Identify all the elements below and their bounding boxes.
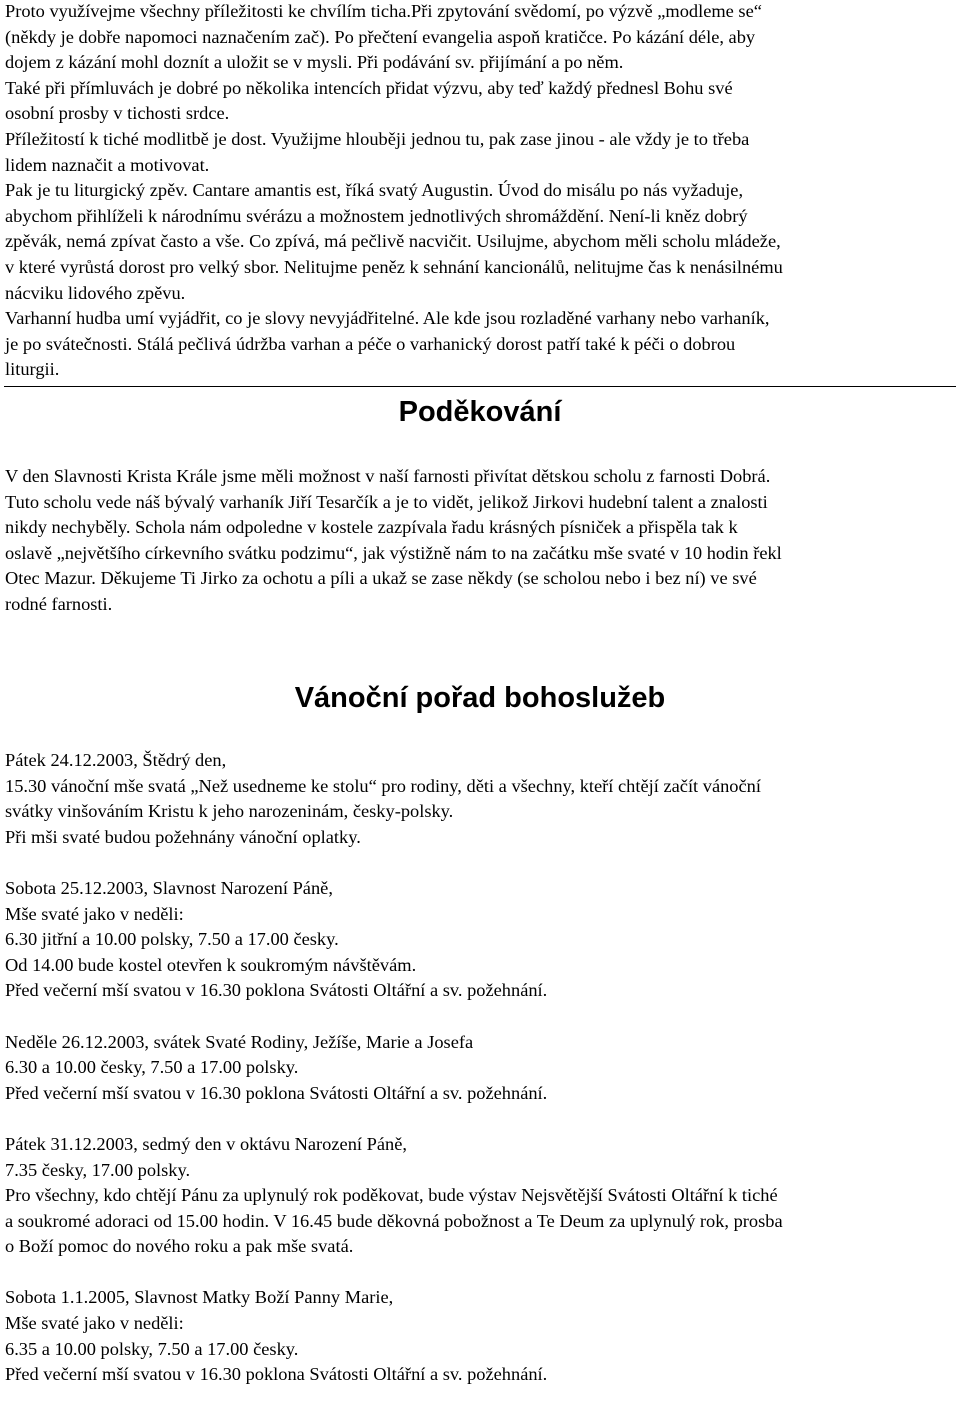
text-line: Od 14.00 bude kostel otevřen k soukromým návštěvám. — [5, 954, 417, 975]
text-line: rodné farnosti. — [5, 593, 113, 614]
text-line: abychom přihlíželi k národnímu svérázu a možnostem jednotlivých shromáždění. Není-li kněz dobrý — [5, 205, 748, 226]
text-line: Pátek 31.12.2003, sedmý den v oktávu Narození Páně, — [5, 1133, 407, 1154]
text-line: osobní prosby v tichosti srdce. — [5, 103, 230, 124]
schedule-day — [5, 1132, 960, 1260]
schedule-heading: Vánoční pořad bohoslužeb — [294, 682, 666, 714]
text-line: o Boží pomoc do nového roku a pak mše svatá. — [5, 1236, 354, 1257]
text-line: liturgii. — [5, 359, 60, 380]
text-line: Sobota 1.1.2005, Slavnost Matky Boží Panny Marie, — [5, 1287, 394, 1308]
text-line: 15.30 vánoční mše svatá „Než usedneme ke stolu“ pro rodiny, děti a všechny, kteří chtějí začít vánoční — [5, 775, 761, 796]
thanks-text — [5, 464, 960, 618]
text-line: Mše svaté jako v neděli: — [5, 1313, 184, 1334]
text-line: a soukromé adoraci od 15.00 hodin. V 16.45 bude děkovná pobožnost a Te Deum za uplynulý rok, prosba — [5, 1210, 783, 1231]
text-line: V den Slavnosti Krista Krále jsme měli možnost v naší farnosti přivítat dětskou scholu z farnosti Dobrá. — [5, 466, 771, 486]
text-line: dojem z kázání mohl doznít a uložit se v mysli. Při podávání sv. přijímání a po něm. — [5, 52, 624, 73]
schedule — [5, 748, 960, 1413]
text-line: Proto využívejme všechny příležitosti ke chvílím ticha.Při zpytování svědomí, po výzvě „modleme se“ — [5, 1, 762, 21]
text-line: lidem naznačit a motivovat. — [5, 154, 210, 175]
text-line: Otec Mazur. Děkujeme Ti Jirko za ochotu a píli a ukaž se zase někdy (se scholou nebo i bez ní) ve své — [5, 568, 757, 589]
text-line: 6.35 a 10.00 polsky, 7.50 a 17.00 česky. — [5, 1338, 299, 1359]
intro-text — [5, 0, 960, 383]
text-line: Pátek 24.12.2003, Štědrý den, — [5, 750, 227, 770]
text-line: svátky vinšováním Kristu k jeho narozeninám, česky-polsky. — [5, 801, 454, 822]
text-line: Před večerní mší svatou v 16.30 poklona Svátosti Oltářní a sv. požehnání. — [5, 980, 548, 1001]
schedule-day — [5, 748, 960, 850]
text-line: je po svátečnosti. Stálá pečlivá údržba varhan a péče o varhanický dorost patří také k péči o dobrou — [5, 333, 736, 354]
text-line: Mše svaté jako v neděli: — [5, 903, 184, 924]
text-line: Při mši svaté budou požehnány vánoční oplatky. — [5, 826, 361, 847]
text-line: Před večerní mší svatou v 16.30 poklona Svátosti Oltářní a sv. požehnání. — [5, 1082, 548, 1103]
text-line: Neděle 26.12.2003, svátek Svaté Rodiny, Ježíše, Marie a Josefa — [5, 1031, 474, 1052]
schedule-day — [5, 1285, 960, 1387]
text-line: Varhanní hudba umí vyjádřit, co je slovy nevyjádřitelné. Ale kde jsou rozladěné varhany nebo varhaník, — [5, 308, 770, 329]
text-line: nikdy nechyběly. Schola nám odpoledne v kostele zazpívala řadu krásných písniček a přispěla tak k — [5, 517, 738, 538]
text-line: zpěvák, nemá zpívat často a vše. Co zpívá, má pečlivě nacvičit. Usilujme, abychom měli scholu mládeže, — [5, 231, 781, 252]
text-line: v které vyrůstá dorost pro velký sbor. Nelitujme peněz k sehnání kancionálů, nelitujme čas k nenásilnému — [5, 256, 783, 277]
schedule-day — [5, 876, 960, 1004]
text-line: nácviku lidového zpěvu. — [5, 282, 186, 303]
schedule-day — [5, 1030, 960, 1107]
section-divider — [4, 386, 956, 387]
text-line: Tuto scholu vede náš bývalý varhaník Jiří Tesarčík a je to vidět, jelikož Jirkovi hudební talent a znalosti — [5, 491, 768, 512]
thanks-heading: Poděkování — [398, 396, 562, 428]
text-line: (někdy je dobře napomoci naznačením zač). Po přečtení evangelia aspoň kratičce. Po kázání déle, aby — [5, 26, 756, 47]
text-line: 6.30 a 10.00 česky, 7.50 a 17.00 polsky. — [5, 1057, 299, 1078]
text-line: 7.35 česky, 17.00 polsky. — [5, 1159, 191, 1180]
text-line: Pro všechny, kdo chtějí Pánu za uplynulý rok poděkovat, bude výstav Nejsvětější Svátosti Oltářní k tiché — [5, 1185, 778, 1206]
text-line: Před večerní mší svatou v 16.30 poklona Svátosti Oltářní a sv. požehnání. — [5, 1364, 548, 1385]
text-line: Také při přímluvách je dobré po několika intencích přidat výzvu, aby teď každý přednesl Bohu své — [5, 77, 733, 98]
text-line: oslavě „největšího církevního svátku podzimu“, jak výstižně nám to na začátku mše svaté v 10 hodin řekl — [5, 542, 782, 563]
text-line: Příležitostí k tiché modlitbě je dost. Využijme hlouběji jednou tu, pak zase jinou - ale vždy je to třeba — [5, 128, 750, 149]
text-line: Pak je tu liturgický zpěv. Cantare amantis est, říká svatý Augustin. Úvod do misálu po nás vyžaduje, — [5, 180, 744, 201]
text-line: 6.30 jitřní a 10.00 polsky, 7.50 a 17.00 česky. — [5, 929, 339, 950]
text-line: Sobota 25.12.2003, Slavnost Narození Páně, — [5, 877, 333, 898]
